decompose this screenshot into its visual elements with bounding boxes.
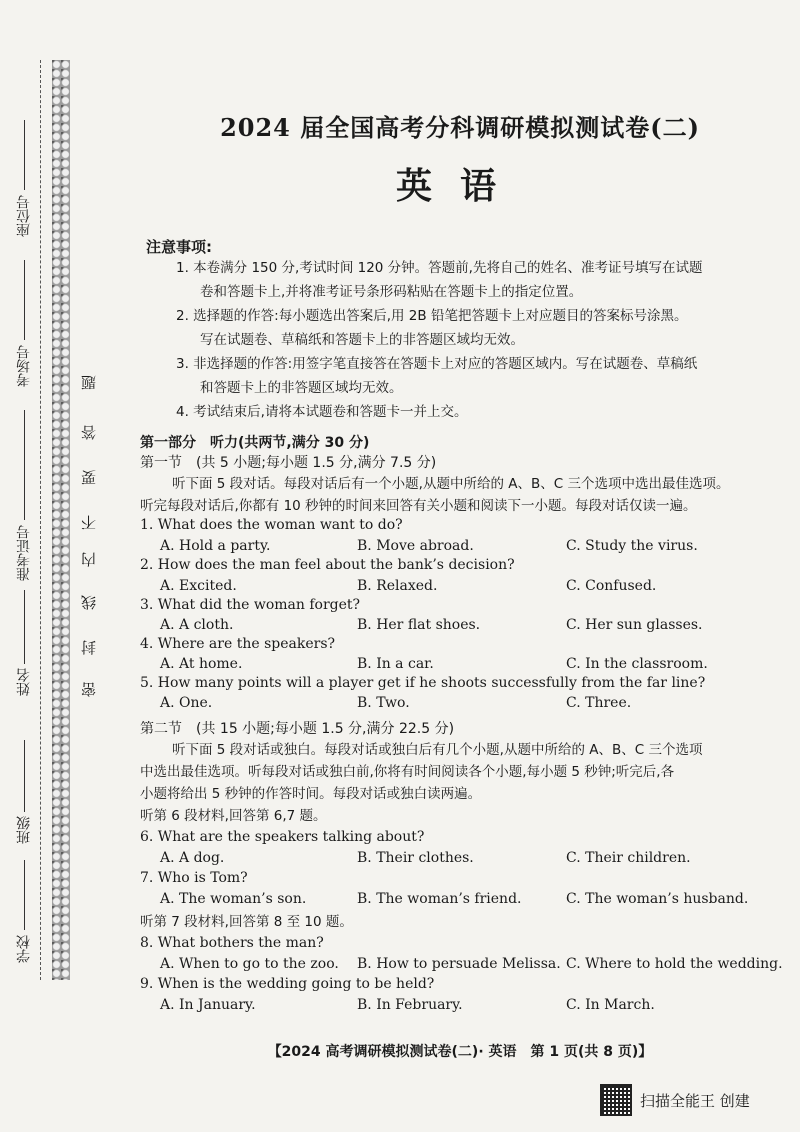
option-c: C. Confused. bbox=[566, 578, 657, 594]
notice-item: 1. 本卷满分 150 分,考试时间 120 分钟。答题前,先将自己的姓名、准考证号填写在试题 bbox=[176, 260, 703, 276]
option-c: C. In March. bbox=[566, 997, 655, 1013]
seat-number-label: 座位号 bbox=[16, 195, 32, 237]
option-c: C. Their children. bbox=[566, 850, 691, 866]
seal-word: 不 bbox=[80, 515, 98, 530]
seal-word: 封 bbox=[80, 640, 98, 655]
option-c: C. The woman’s husband. bbox=[566, 891, 749, 907]
option-a: A. At home. bbox=[160, 656, 243, 672]
section2-instruction: 小题将给出 5 秒钟的作答时间。每段对话或独白读两遍。 bbox=[140, 786, 482, 802]
section2-instruction: 听下面 5 段对话或独白。每段对话或独白后有几个小题,从题中所给的 A、B、C 三个选项 bbox=[172, 742, 703, 758]
name-label: 姓名 bbox=[16, 668, 32, 696]
question-5: 5. How many points will a player get if he shoots successfully from the far line? bbox=[140, 675, 706, 691]
option-c: C. Where to hold the wedding. bbox=[566, 956, 783, 972]
option-b: B. In a car. bbox=[357, 656, 434, 672]
option-a: A. The woman’s son. bbox=[160, 891, 307, 907]
question-4: 4. Where are the speakers? bbox=[140, 636, 336, 652]
scanner-watermark: 扫描全能王 创建 bbox=[640, 1092, 750, 1110]
question-1: 1. What does the woman want to do? bbox=[140, 517, 403, 533]
option-b: B. Two. bbox=[357, 695, 410, 711]
part1-header: 第一部分 听力(共两节,满分 30 分) bbox=[140, 435, 370, 451]
material-7-note: 听第 7 段材料,回答第 8 至 10 题。 bbox=[140, 914, 353, 930]
question-2: 2. How does the man feel about the bank’s decision? bbox=[140, 557, 515, 573]
section1-instruction: 听完每段对话后,你都有 10 秒钟的时间来回答有关小题和阅读下一小题。每段对话仅读一遍。 bbox=[140, 498, 697, 514]
seat-number-line bbox=[24, 120, 25, 190]
page-footer: 【2024 高考调研模拟测试卷(二)· 英语 第 1 页(共 8 页)】 bbox=[267, 1044, 653, 1060]
seal-word: 答 bbox=[80, 425, 98, 440]
option-c: C. Her sun glasses. bbox=[566, 617, 703, 633]
section2-instruction: 中选出最佳选项。听每段对话或独白前,你将有时间阅读各个小题,每小题 5 秒钟;听完后,各 bbox=[140, 764, 675, 780]
seal-word: 线 bbox=[80, 595, 98, 610]
notice-item: 写在试题卷、草稿纸和答题卡上的非答题区域均无效。 bbox=[200, 332, 524, 348]
question-6: 6. What are the speakers talking about? bbox=[140, 829, 425, 845]
option-a: A. Hold a party. bbox=[160, 538, 271, 554]
option-b: B. Relaxed. bbox=[357, 578, 438, 594]
exam-id-line bbox=[24, 410, 25, 520]
option-b: B. How to persuade Melissa. bbox=[357, 956, 561, 972]
exam-id-label: 准考证号 bbox=[16, 525, 32, 581]
notice-item: 4. 考试结束后,请将本试题卷和答题卡一并上交。 bbox=[176, 404, 468, 420]
option-a: A. One. bbox=[160, 695, 213, 711]
section1-header: 第一节 (共 5 小题;每小题 1.5 分,满分 7.5 分) bbox=[140, 455, 437, 471]
option-b: B. Her flat shoes. bbox=[357, 617, 481, 633]
option-a: A. A dog. bbox=[160, 850, 225, 866]
option-b: B. The woman’s friend. bbox=[357, 891, 522, 907]
section2-header: 第二节 (共 15 小题;每小题 1.5 分,满分 22.5 分) bbox=[140, 721, 455, 737]
notice-item: 卷和答题卡上,并将准考证号条形码粘贴在答题卡上的指定位置。 bbox=[200, 284, 583, 300]
seal-word: 题 bbox=[80, 375, 98, 390]
exam-room-line bbox=[24, 260, 25, 340]
seal-word: 要 bbox=[80, 470, 98, 485]
notice-title: 注意事项: bbox=[146, 238, 212, 256]
option-b: B. In February. bbox=[357, 997, 463, 1013]
class-label: 班级 bbox=[16, 816, 32, 844]
question-9: 9. When is the wedding going to be held? bbox=[140, 976, 435, 992]
school-label: 学校 bbox=[16, 935, 32, 963]
name-line bbox=[24, 590, 25, 664]
option-a: A. A cloth. bbox=[160, 617, 234, 633]
notice-item: 2. 选择题的作答:每小题选出答案后,用 2B 铅笔把答题卡上对应题目的答案标号涂黑。 bbox=[176, 308, 688, 324]
option-b: B. Their clothes. bbox=[357, 850, 474, 866]
option-c: C. Three. bbox=[566, 695, 632, 711]
qr-code-icon bbox=[600, 1084, 632, 1116]
question-8: 8. What bothers the man? bbox=[140, 935, 324, 951]
class-line bbox=[24, 740, 25, 812]
binding-cut-line bbox=[40, 60, 41, 980]
section1-instruction: 听下面 5 段对话。每段对话后有一个小题,从题中所给的 A、B、C 三个选项中选出最佳选项。 bbox=[172, 476, 730, 492]
binding-strip bbox=[52, 60, 70, 980]
option-a: A. In January. bbox=[160, 997, 256, 1013]
question-3: 3. What did the woman forget? bbox=[140, 597, 361, 613]
exam-title: 2024 届全国高考分科调研模拟测试卷(二) bbox=[220, 113, 700, 142]
seal-word: 密 bbox=[80, 682, 98, 697]
option-b: B. Move abroad. bbox=[357, 538, 474, 554]
material-6-note: 听第 6 段材料,回答第 6,7 题。 bbox=[140, 808, 327, 824]
option-c: C. In the classroom. bbox=[566, 656, 708, 672]
option-a: A. Excited. bbox=[160, 578, 237, 594]
notice-item: 和答题卡上的非答题区域均无效。 bbox=[200, 380, 403, 396]
notice-item: 3. 非选择题的作答:用签字笔直接答在答题卡上对应的答题区域内。写在试题卷、草稿纸 bbox=[176, 356, 698, 372]
exam-room-label: 考场号 bbox=[16, 345, 32, 387]
subject-title: 英语 bbox=[395, 166, 524, 207]
option-c: C. Study the virus. bbox=[566, 538, 698, 554]
seal-word: 内 bbox=[80, 552, 98, 567]
question-7: 7. Who is Tom? bbox=[140, 870, 248, 886]
option-a: A. When to go to the zoo. bbox=[160, 956, 339, 972]
school-line bbox=[24, 860, 25, 930]
